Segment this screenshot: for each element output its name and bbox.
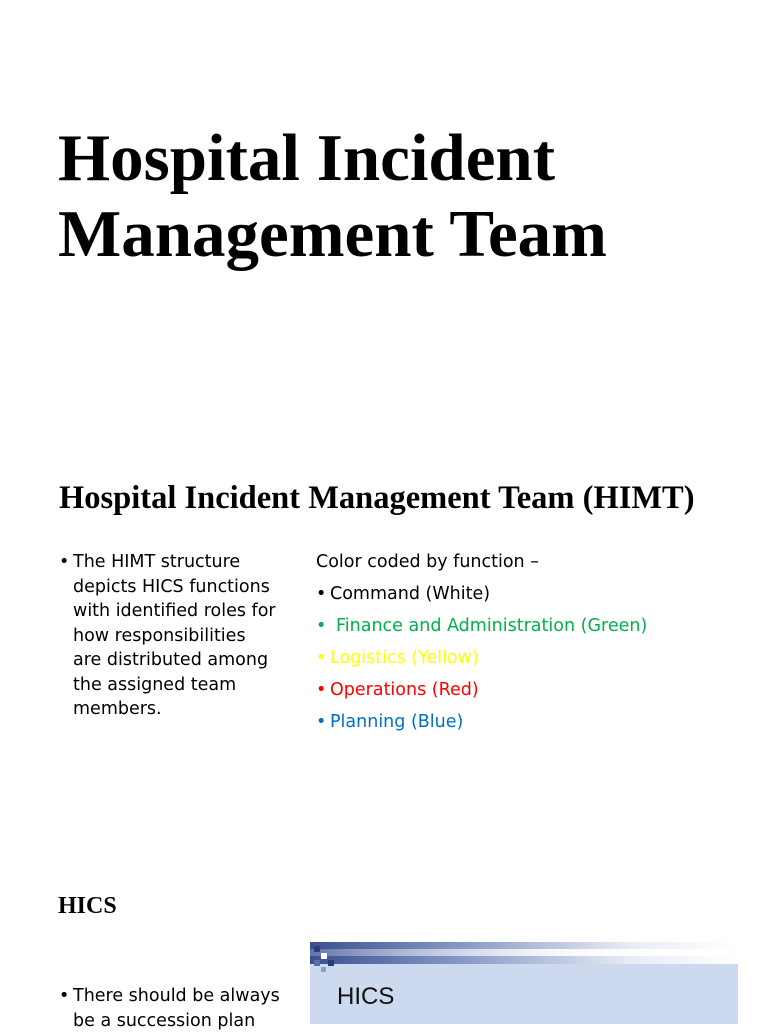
thumbnail-decor-squares-icon: [314, 946, 344, 972]
slide3-bullets: [59, 984, 299, 1033]
bullet-dot: •: [59, 552, 70, 572]
bullet-dot: •: [316, 648, 327, 668]
color-item-planning: [316, 710, 756, 742]
bullet-dot: •: [316, 712, 327, 732]
bullet-dot: •: [316, 584, 327, 604]
color-item-label: Logistics (Yellow): [330, 648, 479, 668]
bullet-dot: •: [316, 680, 327, 700]
bullet-line: The HIMT structure: [73, 552, 241, 572]
slide3-title: HICS: [58, 893, 117, 919]
color-item-label: Planning (Blue): [330, 712, 464, 732]
color-item-label: Finance and Administration (Green): [336, 616, 648, 636]
color-coding-heading: Color coded by function –: [316, 552, 539, 572]
bullet-line: with identified roles for: [73, 601, 276, 621]
color-item-finance: [316, 614, 756, 646]
slide2-title: Hospital Incident Management Team (HIMT): [59, 480, 695, 516]
bullet-dot: •: [59, 986, 70, 1006]
color-item-label: Operations (Red): [330, 680, 479, 700]
color-item-operations: [316, 678, 756, 710]
bullet-line: how responsibilities: [73, 625, 246, 646]
bullet-line: the assigned team: [73, 674, 237, 695]
bullet-line: There should be always: [73, 986, 280, 1006]
bullet-item: [59, 984, 299, 1033]
slide1-title-line2: Management Team: [58, 197, 607, 271]
slide2-left-bullets: [59, 550, 299, 722]
slide1-title: [58, 120, 758, 272]
thumbnail-title: HICS: [337, 983, 395, 1010]
color-item-logistics: [316, 646, 756, 678]
bullet-line: are distributed among: [73, 650, 269, 670]
color-item-command: [316, 582, 756, 614]
bullet-line: members.: [73, 699, 162, 719]
embedded-slide-thumbnail: [310, 942, 738, 1024]
slide2-right-column: [316, 550, 756, 742]
slide1-title-line1: Hospital Incident: [58, 121, 556, 195]
bullet-line: be a succession plan: [73, 1010, 256, 1031]
bullet-dot: •: [316, 616, 327, 636]
thumbnail-header-stripe: [310, 949, 738, 956]
bullet-line: depicts HICS functions: [73, 576, 270, 597]
color-item-label: Command (White): [330, 584, 491, 604]
bullet-item: [59, 550, 299, 722]
